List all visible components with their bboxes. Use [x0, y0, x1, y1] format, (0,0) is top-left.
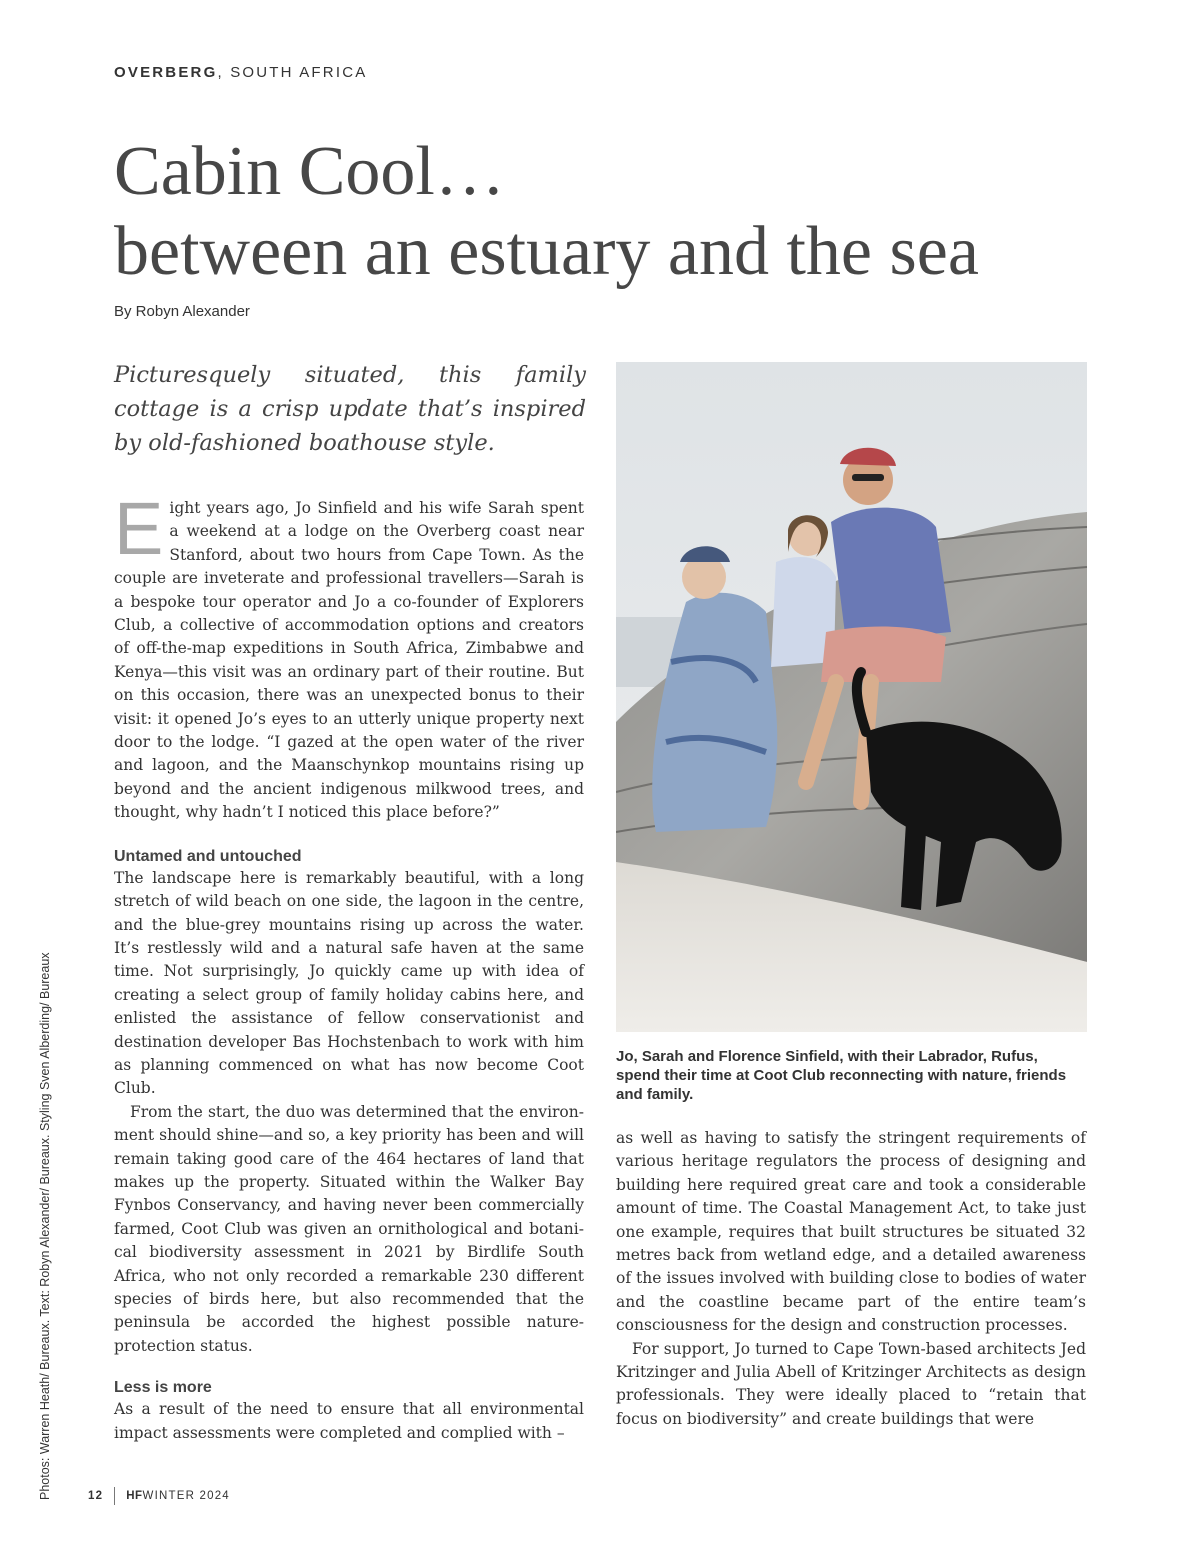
- kicker-region: OVERBERG: [114, 64, 218, 81]
- kicker-country: , SOUTH AFRICA: [217, 64, 368, 81]
- body-paragraph-2: The landscape here is remarkably beautiful, with a long stretch of wild beach on one side, the lagoon in the centre, and the blue-grey mountains rising up across the water. It’s restlessly wild and a natural safe haven at the same time. Not surprisingly, Jo quickly came up with idea of creating a select group of family holiday cabins here, and enlisted the assistance of fellow conservationist and destination developer Bas Hochstenbach to work with him as planning commenced on what has now become Coot Club.: [114, 868, 584, 1098]
- body-paragraph-1: [114, 487, 584, 825]
- article-deck: Picturesquely situated, this family cottage is a crisp update that’s inspired by old-fashioned boathouse style.: [114, 362, 586, 456]
- body-paragraph-5: as well as having to satisfy the stringent requirements of various heritage regulators the process of designing and building here required great care and took a considerable amount of time. The Coastal Management Act, to take just one example, requires that built structures be situated 32 metres back from wetland edge, and a detailed awareness of the issues involved with building close to bodies of water and the coastline became part of the entire team’s consciousness for the design and construction processes.: [616, 1129, 1086, 1335]
- body-paragraph-6: For support, Jo turned to Cape Town-based architects Jed Kritzinger and Julia Abell of Kritzinger Architects as design professionals. They were ideally placed to “retain that focus on biodiversity” and create buildings that were: [616, 1339, 1086, 1428]
- body-paragraph-4: As a result of the need to ensure that all environmental impact assessments were completed and complied with –: [114, 1400, 584, 1442]
- photo-man-shirt: [831, 508, 951, 642]
- article-subtitle: between an estuary and the sea: [114, 213, 979, 290]
- article-title: Cabin Cool…: [114, 133, 505, 210]
- body-column-left: [114, 487, 584, 1445]
- photo-illustration: [616, 362, 1087, 1032]
- subhead-untamed: Untamed and untouched: [114, 847, 302, 865]
- drop-cap: E: [114, 487, 164, 570]
- magazine-issue: WINTER 2024: [142, 1490, 230, 1502]
- body-paragraph-3: From the start, the duo was determined that the environment should shine—and so, a key priority has been and will remain taking good care of the 464 hectares of land that makes up the property. Situated within the Walker Bay Fynbos Conservancy, and having never been commercially farmed, Coot Club was given an ornithological and botanical biodiversity assessment in 2021 by Birdlife South Africa, who not only recorded a remarkable 230 different species of birds here, but also recommended that the peninsula be accorded the highest possible nature-protection status.: [114, 1102, 584, 1355]
- photo-man-shorts: [821, 627, 946, 682]
- section-kicker: [114, 64, 367, 81]
- page-footer: [88, 1487, 230, 1505]
- family-beach-photo: [616, 362, 1087, 1032]
- magazine-brand: HF: [126, 1490, 143, 1502]
- byline: By Robyn Alexander: [114, 303, 250, 320]
- photo-caption: Jo, Sarah and Florence Sinfield, with their Labrador, Rufus, spend their time at Coot Club reconnecting with nature, friends and family.: [616, 1048, 1067, 1103]
- footer-divider: [114, 1487, 115, 1505]
- body-column-right: [616, 1127, 1086, 1431]
- body-paragraph-1-text: ight years ago, Jo Sinfield and his wife Sarah spent a weekend at a lodge on the Overberg coast near Stanford, about two hours from Cape Town. As the couple are inveterate and professional travellers—Sarah is a bespoke tour operator and Jo a co-founder of Explorers Club, a collective of accommodation options and creators of off-the-map expeditions in South Africa, Zimbabwe and Kenya—this visit was an ordinary part of their routine. But on this occasion, there was an unexpected bonus to their visit: it opened Jo’s eyes to an utterly unique property next door to the lodge. “I gazed at the open water of the river and lagoon, and the Maanschynkop mountains rising up beyond and the ancient indigenous milkwood trees, and thought, why hadn’t I noticed this place before?”: [114, 499, 584, 822]
- photo-credits: Photos: Warren Heath/ Bureaux. Text: Robyn Alexander/ Bureaux. Styling Sven Alberding/ Bureaux: [38, 952, 52, 1500]
- page-number: 12: [88, 1490, 104, 1502]
- subhead-less-is-more: Less is more: [114, 1379, 212, 1397]
